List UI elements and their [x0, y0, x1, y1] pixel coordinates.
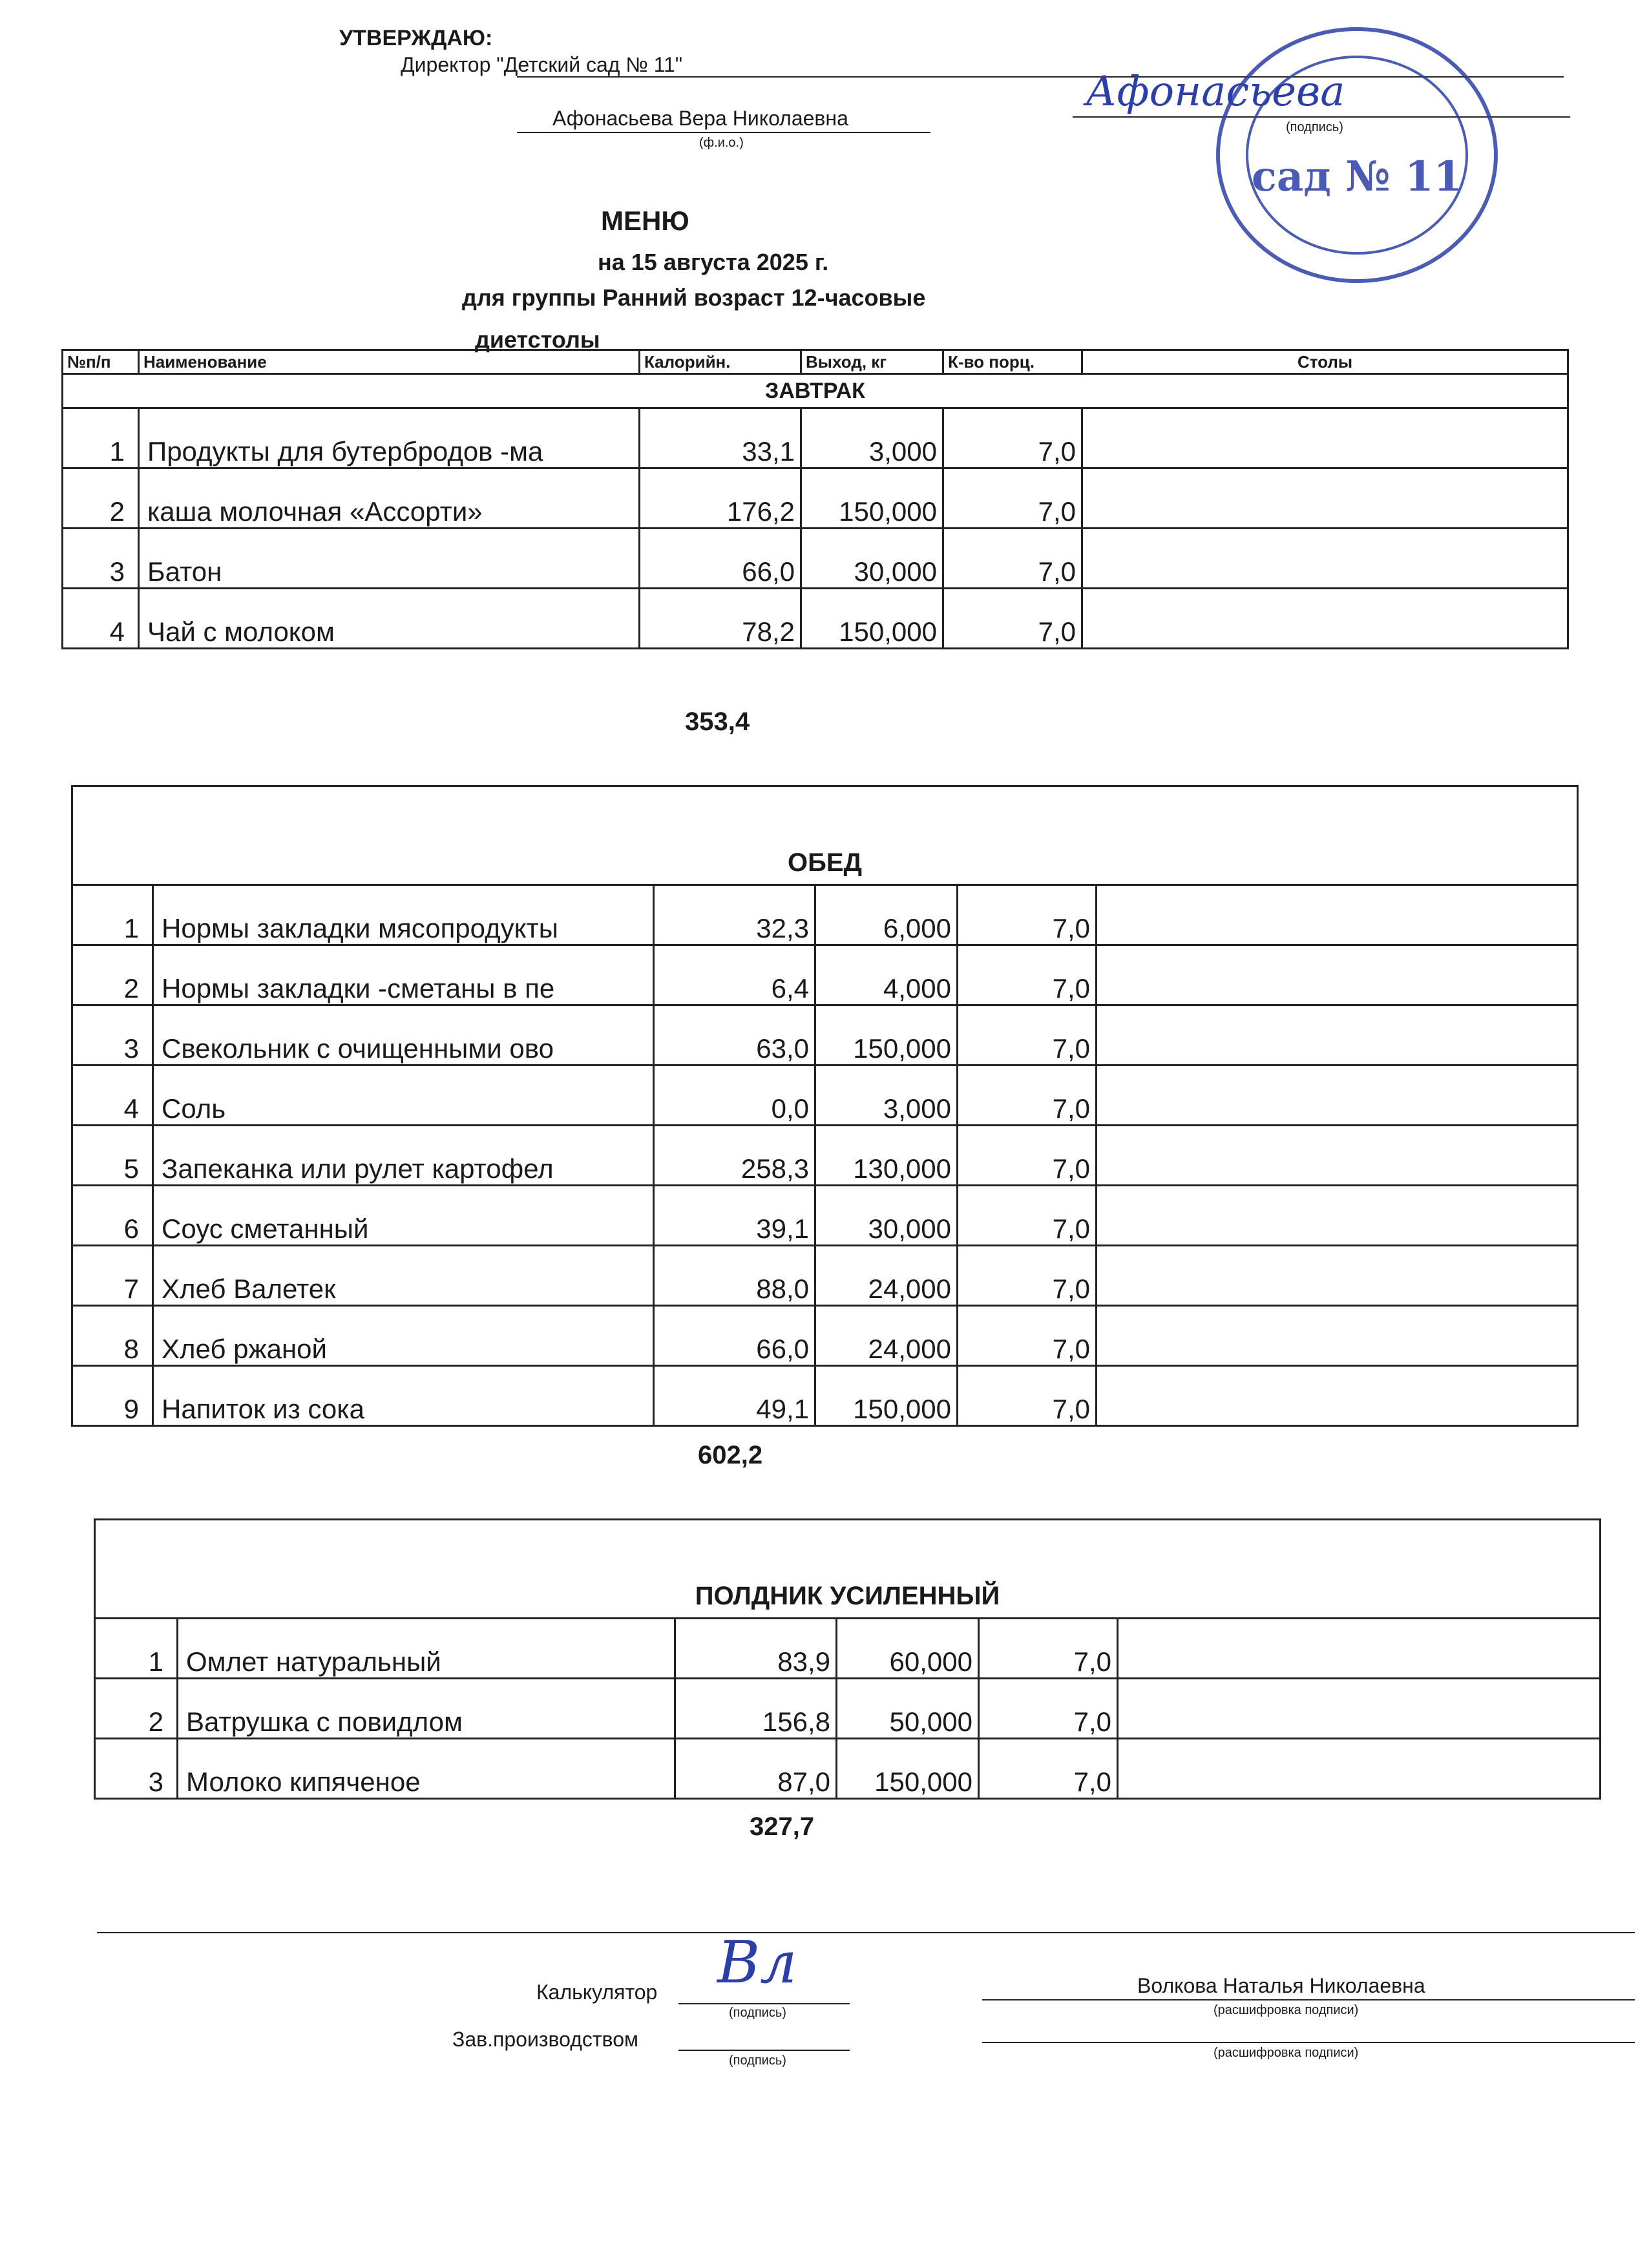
item-number: 2 — [95, 1679, 178, 1739]
calculator-signature-line — [678, 2003, 850, 2004]
item-portions: 7,0 — [979, 1739, 1118, 1799]
table-row — [72, 1186, 1578, 1246]
item-tables — [1082, 529, 1568, 589]
item-output: 3,000 — [815, 1066, 958, 1126]
item-calories: 33,1 — [640, 408, 801, 468]
footer-divider — [97, 1932, 1635, 1933]
item-calories: 32,3 — [654, 885, 815, 945]
table-row — [72, 1066, 1578, 1126]
table-row — [72, 1246, 1578, 1306]
item-portions: 7,0 — [958, 1186, 1097, 1246]
item-name: Свекольник с очищенными ово — [153, 1005, 654, 1066]
item-number: 9 — [72, 1366, 153, 1426]
item-name: Соль — [153, 1066, 654, 1126]
signature-caption: (подпись) — [1286, 120, 1343, 134]
item-output: 130,000 — [815, 1126, 958, 1186]
item-number: 3 — [63, 529, 139, 589]
item-portions: 7,0 — [958, 945, 1097, 1005]
director-signature: Афонасьева — [1086, 68, 1345, 116]
item-output: 60,000 — [837, 1619, 979, 1679]
item-portions: 7,0 — [943, 408, 1082, 468]
item-number: 2 — [63, 468, 139, 529]
item-calories: 66,0 — [640, 529, 801, 589]
item-number: 1 — [63, 408, 139, 468]
item-name: Хлеб ржаной — [153, 1306, 654, 1366]
item-number: 2 — [72, 945, 153, 1005]
item-portions: 7,0 — [979, 1679, 1118, 1739]
item-portions: 7,0 — [958, 1066, 1097, 1126]
calculator-decode-caption: (расшифровка подписи) — [1213, 2003, 1359, 2017]
lunch-rows — [72, 885, 1578, 1426]
item-number: 1 — [72, 885, 153, 945]
production-label: Зав.производством — [452, 2028, 638, 2051]
item-number: 3 — [95, 1739, 178, 1799]
snack-title: ПОЛДНИК УСИЛЕННЫЙ — [95, 1520, 1601, 1619]
table-row — [95, 1739, 1601, 1799]
table-row — [95, 1619, 1601, 1679]
item-name: Напиток из сока — [153, 1366, 654, 1426]
snack-rows — [95, 1619, 1601, 1799]
item-name: каша молочная «Ассорти» — [139, 468, 640, 529]
snack-table — [94, 1518, 1601, 1800]
table-row — [72, 1306, 1578, 1366]
table-row — [63, 589, 1568, 649]
table-row — [72, 1005, 1578, 1066]
table-row — [63, 408, 1568, 468]
item-name: Нормы закладки -сметаны в пе — [153, 945, 654, 1005]
item-calories: 78,2 — [640, 589, 801, 649]
menu-diet: диетстолы — [475, 326, 600, 353]
calculator-label: Калькулятор — [536, 1980, 658, 2004]
item-name: Батон — [139, 529, 640, 589]
production-signature-line — [678, 2050, 850, 2051]
lunch-total: 602,2 — [698, 1441, 763, 1469]
item-calories: 66,0 — [654, 1306, 815, 1366]
item-tables — [1097, 1126, 1578, 1186]
item-calories: 0,0 — [654, 1066, 815, 1126]
fio-underline — [517, 132, 930, 133]
item-number: 7 — [72, 1246, 153, 1306]
stamp-text: сад № 11 — [1251, 152, 1463, 201]
approve-title: УТВЕРЖДАЮ: — [339, 26, 493, 50]
col-num-header: №п/п — [63, 350, 139, 374]
director-name: Афонасьева Вера Николаевна — [552, 107, 848, 130]
item-tables — [1082, 589, 1568, 649]
item-portions: 7,0 — [958, 1126, 1097, 1186]
col-portions-header: К-во порц. — [943, 350, 1082, 374]
item-calories: 258,3 — [654, 1126, 815, 1186]
item-output: 50,000 — [837, 1679, 979, 1739]
item-portions: 7,0 — [943, 468, 1082, 529]
item-portions: 7,0 — [943, 589, 1082, 649]
kindergarten-stamp-icon — [1208, 19, 1506, 291]
item-tables — [1082, 468, 1568, 529]
item-output: 150,000 — [837, 1739, 979, 1799]
item-output: 3,000 — [801, 408, 943, 468]
item-output: 24,000 — [815, 1246, 958, 1306]
item-portions: 7,0 — [958, 885, 1097, 945]
item-number: 3 — [72, 1005, 153, 1066]
item-output: 6,000 — [815, 885, 958, 945]
col-tables-header: Столы — [1082, 350, 1568, 374]
item-output: 4,000 — [815, 945, 958, 1005]
breakfast-total: 353,4 — [685, 708, 750, 736]
item-number: 5 — [72, 1126, 153, 1186]
item-name: Хлеб Валетек — [153, 1246, 654, 1306]
snack-total: 327,7 — [750, 1812, 815, 1841]
table-header-row — [63, 350, 1568, 374]
calculator-signature-caption: (подпись) — [729, 2006, 786, 2020]
calculator-name: Волкова Наталья Николаевна — [1137, 1974, 1425, 1997]
table-row — [63, 468, 1568, 529]
col-name-header: Наименование — [139, 350, 640, 374]
table-row — [95, 1679, 1601, 1739]
menu-date: на 15 августа 2025 г. — [598, 249, 829, 275]
item-calories: 88,0 — [654, 1246, 815, 1306]
item-calories: 87,0 — [675, 1739, 837, 1799]
item-output: 30,000 — [801, 529, 943, 589]
item-tables — [1097, 1306, 1578, 1366]
item-portions: 7,0 — [958, 1246, 1097, 1306]
menu-group: для группы Ранний возраст 12-часовые — [462, 284, 926, 311]
item-name: Омлет натуральный — [178, 1619, 675, 1679]
production-name-line — [982, 2042, 1635, 2043]
breakfast-title: ЗАВТРАК — [63, 374, 1568, 408]
fio-caption: (ф.и.о.) — [699, 136, 744, 150]
item-calories: 49,1 — [654, 1366, 815, 1426]
calculator-signature: Вл — [717, 1929, 797, 1997]
item-name: Ватрушка с повидлом — [178, 1679, 675, 1739]
item-calories: 156,8 — [675, 1679, 837, 1739]
col-output-header: Выход, кг — [801, 350, 943, 374]
item-calories: 176,2 — [640, 468, 801, 529]
item-tables — [1097, 1246, 1578, 1306]
item-portions: 7,0 — [958, 1005, 1097, 1066]
section-title-row — [72, 786, 1578, 885]
item-name: Молоко кипяченое — [178, 1739, 675, 1799]
director-label: Директор "Детский сад № 11" — [401, 53, 683, 76]
item-tables — [1097, 945, 1578, 1005]
item-output: 30,000 — [815, 1186, 958, 1246]
item-calories: 6,4 — [654, 945, 815, 1005]
item-output: 150,000 — [801, 589, 943, 649]
item-name: Чай с молоком — [139, 589, 640, 649]
item-output: 150,000 — [815, 1005, 958, 1066]
production-decode-caption: (расшифровка подписи) — [1213, 2046, 1359, 2060]
production-signature-caption: (подпись) — [729, 2053, 786, 2068]
item-tables — [1097, 885, 1578, 945]
item-number: 1 — [95, 1619, 178, 1679]
item-tables — [1097, 1005, 1578, 1066]
item-portions: 7,0 — [943, 529, 1082, 589]
item-name: Соус сметанный — [153, 1186, 654, 1246]
item-portions: 7,0 — [958, 1366, 1097, 1426]
table-row — [63, 529, 1568, 589]
item-tables — [1082, 408, 1568, 468]
item-name: Запеканка или рулет картофел — [153, 1126, 654, 1186]
item-output: 150,000 — [815, 1366, 958, 1426]
table-row — [72, 885, 1578, 945]
table-row — [72, 1126, 1578, 1186]
item-number: 8 — [72, 1306, 153, 1366]
item-portions: 7,0 — [979, 1619, 1118, 1679]
item-calories: 39,1 — [654, 1186, 815, 1246]
item-portions: 7,0 — [958, 1306, 1097, 1366]
page-title: МЕНЮ — [601, 205, 689, 236]
item-output: 150,000 — [801, 468, 943, 529]
item-name: Нормы закладки мясопродукты — [153, 885, 654, 945]
col-calories-header: Калорийн. — [640, 350, 801, 374]
section-title-row — [63, 374, 1568, 408]
section-title-row — [95, 1520, 1601, 1619]
item-name: Продукты для бутербродов -ма — [139, 408, 640, 468]
item-tables — [1097, 1066, 1578, 1126]
table-row — [72, 1366, 1578, 1426]
item-number: 4 — [72, 1066, 153, 1126]
item-tables — [1097, 1186, 1578, 1246]
item-calories: 63,0 — [654, 1005, 815, 1066]
lunch-table — [71, 785, 1579, 1427]
item-tables — [1118, 1619, 1601, 1679]
item-number: 6 — [72, 1186, 153, 1246]
item-calories: 83,9 — [675, 1619, 837, 1679]
calculator-name-line — [982, 1999, 1635, 2000]
item-tables — [1118, 1739, 1601, 1799]
item-output: 24,000 — [815, 1306, 958, 1366]
item-tables — [1118, 1679, 1601, 1739]
breakfast-rows — [63, 408, 1568, 649]
lunch-title: ОБЕД — [72, 786, 1578, 885]
breakfast-table — [61, 349, 1569, 649]
table-row — [72, 945, 1578, 1005]
item-tables — [1097, 1366, 1578, 1426]
item-number: 4 — [63, 589, 139, 649]
